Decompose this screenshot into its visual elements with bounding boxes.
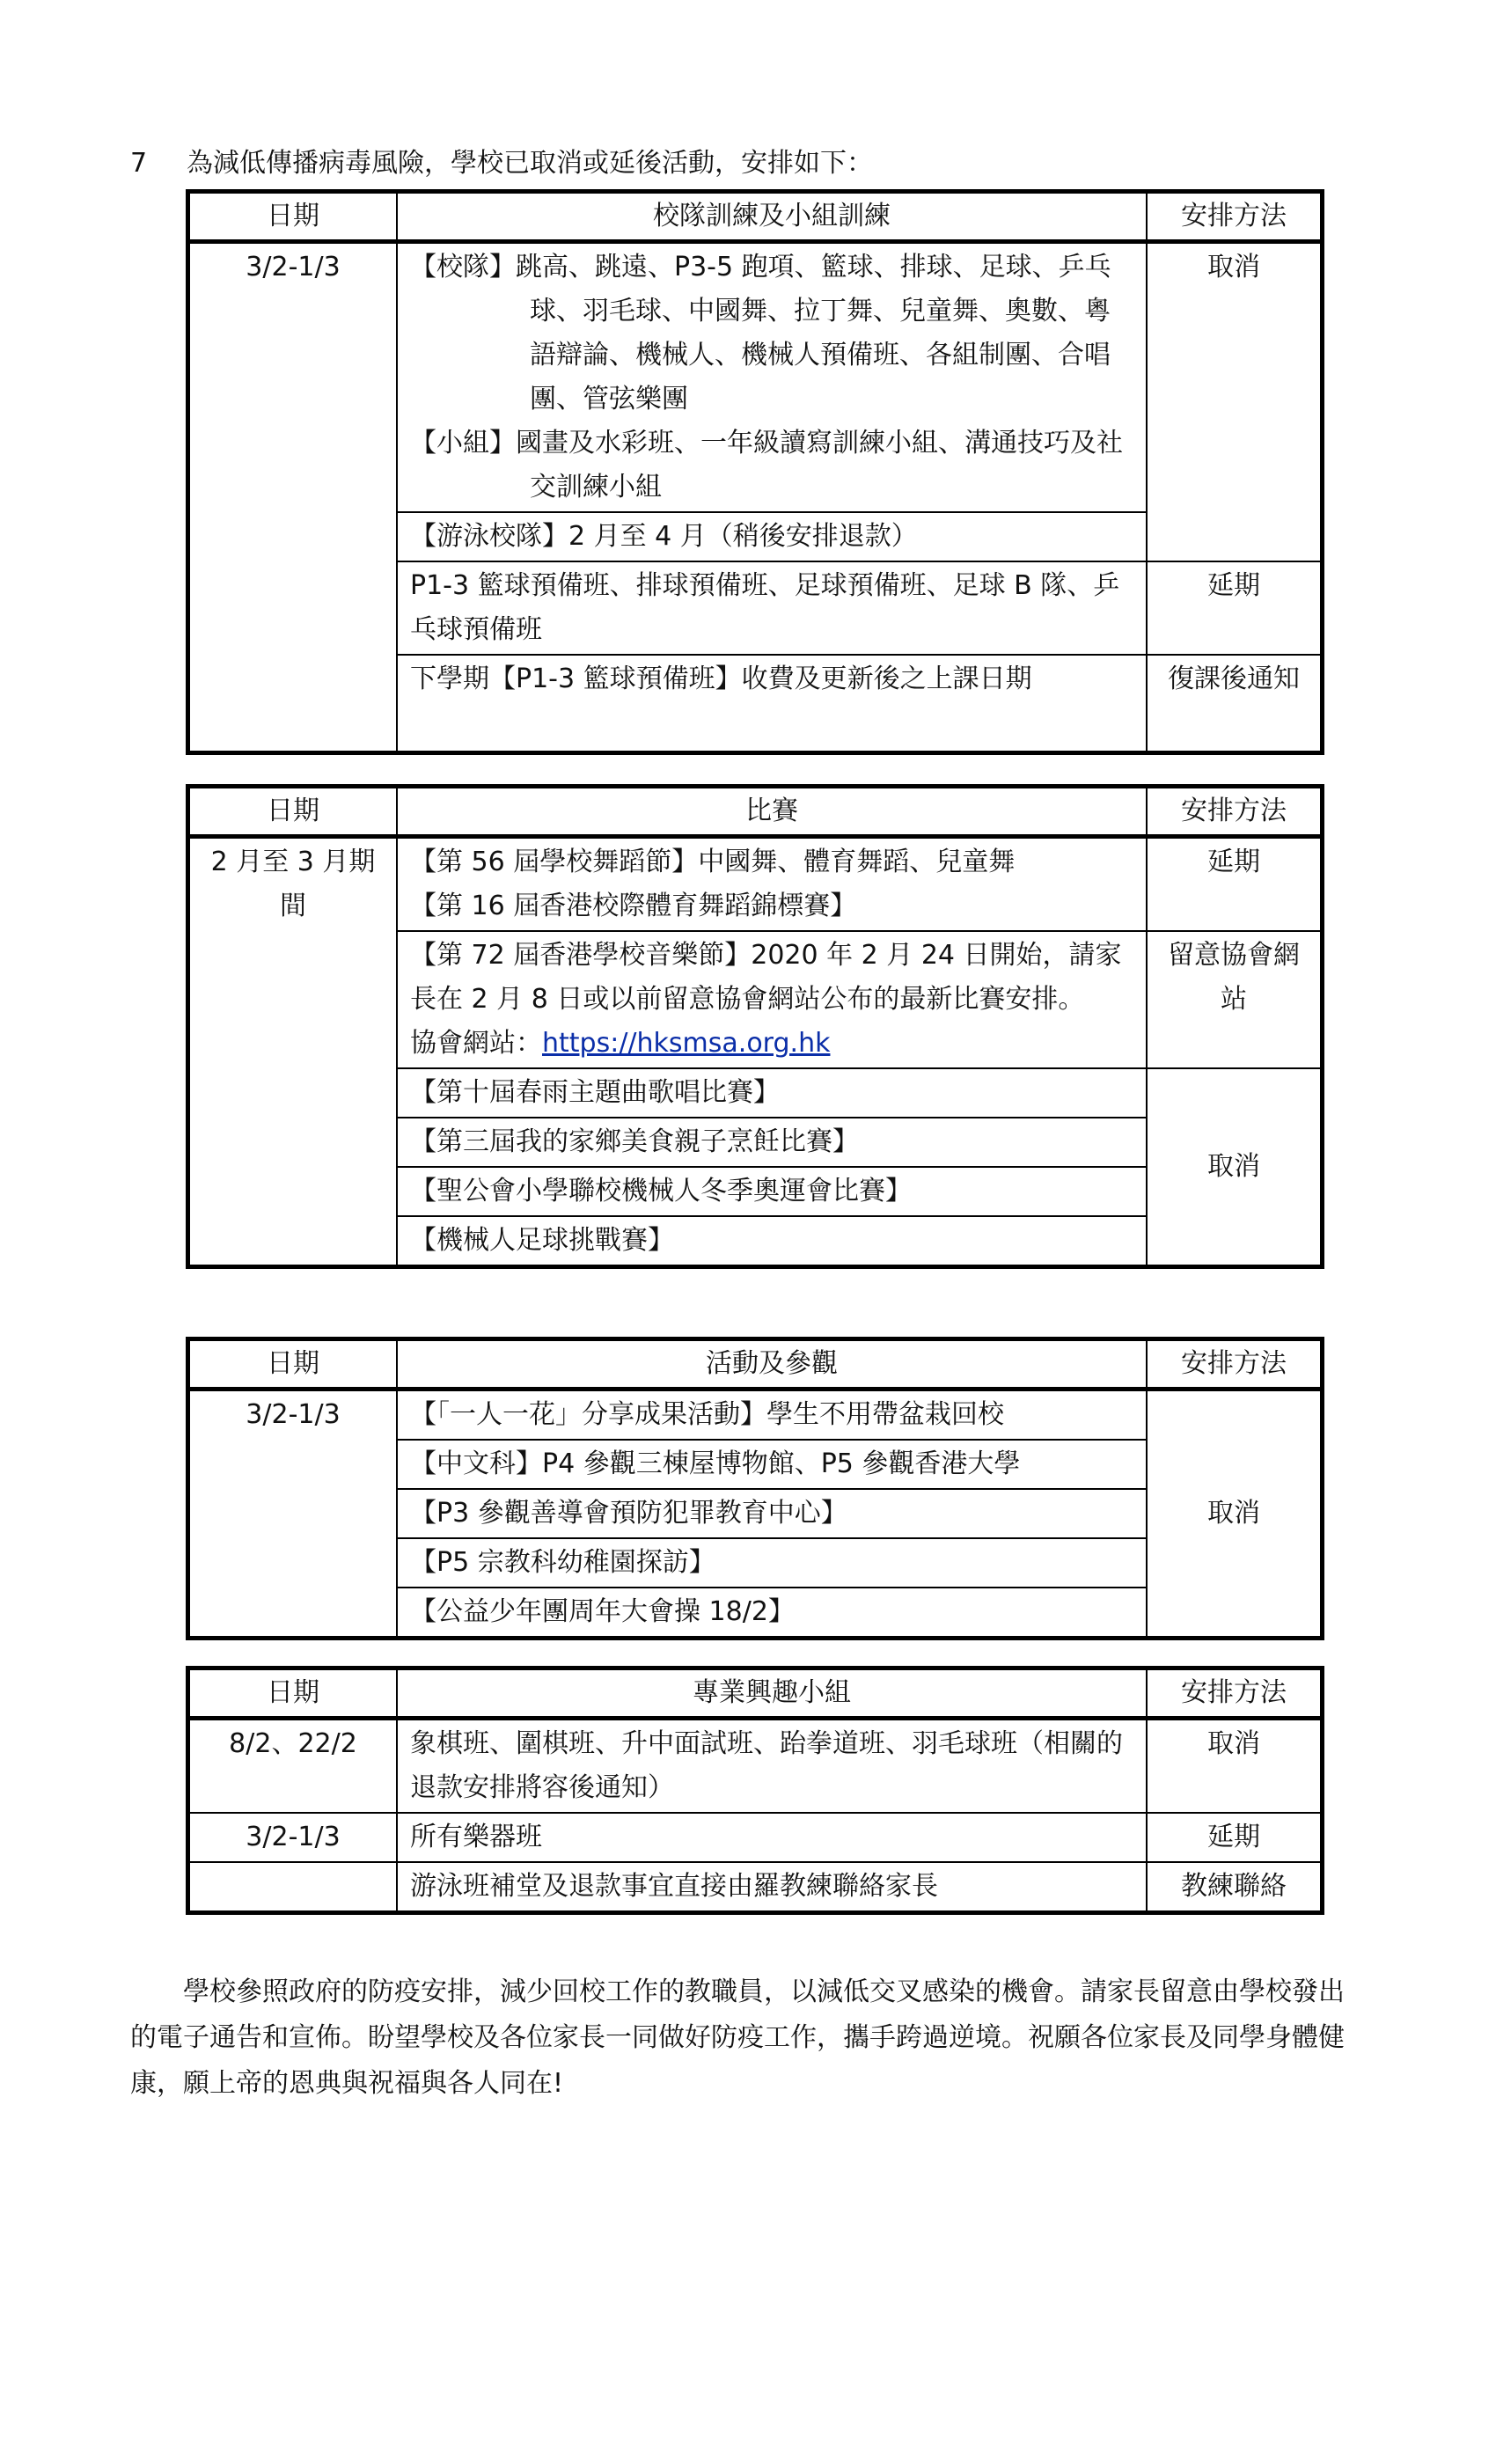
arrangement-cell: 延期 bbox=[1147, 1813, 1321, 1862]
closing-paragraph: 學校參照政府的防疫安排，減少回校工作的教職員，以減低交叉感染的機會。請家長留意由學校發出的電子通告和宣佈。盼望學校及各位家長一同做好防疫工作，攜手跨過逆境。祝願各位家長及同學身體健康，願上帝的恩典與祝福與各人同在! bbox=[130, 1976, 1345, 2099]
row-tag: 【校隊】 bbox=[410, 252, 516, 282]
arrangement-cell: 延期 bbox=[1147, 561, 1321, 655]
arrangement-cell: 取消 bbox=[1147, 1390, 1321, 1638]
link-label: 協會網站： bbox=[410, 1028, 542, 1059]
header-arrangement: 安排方法 bbox=[1147, 1340, 1321, 1390]
row-text: 【第 72 屆香港學校音樂節】2020 年 2 月 24 日開始，請家長在 2 月 8 日或以前留意協會網站公布的最新比賽安排。 bbox=[410, 940, 1122, 1015]
table-row: 游泳班補堂及退款事宜直接由羅教練聯絡家長 bbox=[397, 1862, 1147, 1911]
arrangement-cell: 教練聯絡 bbox=[1147, 1862, 1321, 1911]
group-list bbox=[410, 422, 1133, 510]
table-row bbox=[397, 931, 1147, 1068]
table-row: 所有樂器班 bbox=[397, 1813, 1147, 1862]
table-row bbox=[397, 837, 1147, 932]
arrangement-cell: 延期 bbox=[1147, 837, 1321, 932]
arrangement-cell: 取消 bbox=[1147, 1068, 1321, 1265]
table-row: 【游泳校隊】2 月至 4 月（稍後安排退款） bbox=[397, 512, 1147, 561]
row-text: 跳高、跳遠、P3-5 跑項、籃球、排球、足球、乒乓球、羽毛球、中國舞、拉丁舞、兒童舞、奧數、粵語辯論、機械人、機械人預備班、各組制團、合唱團、管弦樂團 bbox=[516, 252, 1111, 414]
arrangement-cell: 取消 bbox=[1147, 242, 1321, 562]
table-row: 【P5 宗教科幼稚園探訪】 bbox=[397, 1538, 1147, 1588]
table-row: 象棋班、圍棋班、升中面試班、跆拳道班、羽毛球班（相關的退款安排將容後通知） bbox=[397, 1719, 1147, 1814]
header-item: 校隊訓練及小組訓練 bbox=[397, 193, 1147, 242]
arrangement-cell: 取消 bbox=[1147, 1719, 1321, 1814]
table-row: 下學期【P1-3 籃球預備班】收費及更新後之上課日期 bbox=[397, 655, 1147, 752]
table-row: 【第十屆春雨主題曲歌唱比賽】 bbox=[397, 1068, 1147, 1118]
association-website-link[interactable]: https://hksmsa.org.hk bbox=[542, 1028, 831, 1059]
date-cell bbox=[189, 1862, 397, 1911]
activities-table bbox=[188, 1339, 1322, 1638]
row-text: 【第 56 屆學校舞蹈節】中國舞、體育舞蹈、兒童舞 bbox=[410, 847, 1016, 877]
team-list bbox=[410, 246, 1133, 422]
header-date: 日期 bbox=[189, 193, 397, 242]
row-tag: 【小組】 bbox=[410, 428, 516, 458]
link-line bbox=[410, 1022, 1133, 1066]
table-row: 【「一人一花」分享成果活動】學生不用帶盆栽回校 bbox=[397, 1390, 1147, 1441]
interest-groups-table bbox=[188, 1668, 1322, 1912]
date-cell: 3/2-1/3 bbox=[189, 1813, 397, 1862]
table-row: 【聖公會小學聯校機械人冬季奧運會比賽】 bbox=[397, 1167, 1147, 1216]
table-row: P1-3 籃球預備班、排球預備班、足球預備班、足球 B 隊、乒乓球預備班 bbox=[397, 561, 1147, 655]
table-row: 【機械人足球挑戰賽】 bbox=[397, 1216, 1147, 1265]
section-intro bbox=[130, 146, 873, 181]
training-table bbox=[188, 192, 1322, 752]
date-cell: 3/2-1/3 bbox=[189, 242, 397, 752]
table-row: 【P3 參觀善導會預防犯罪教育中心】 bbox=[397, 1489, 1147, 1538]
header-date: 日期 bbox=[189, 1340, 397, 1390]
table-row bbox=[397, 242, 1147, 513]
header-date: 日期 bbox=[189, 1669, 397, 1719]
table-row: 【中文科】P4 參觀三棟屋博物館、P5 參觀香港大學 bbox=[397, 1440, 1147, 1489]
header-item: 比賽 bbox=[397, 788, 1147, 837]
table-row: 【第三屆我的家鄉美食親子烹飪比賽】 bbox=[397, 1118, 1147, 1167]
arrangement-cell: 復課後通知 bbox=[1147, 655, 1321, 752]
row-text: 國畫及水彩班、一年級讀寫訓練小組、溝通技巧及社交訓練小組 bbox=[516, 428, 1123, 502]
date-cell: 3/2-1/3 bbox=[189, 1390, 397, 1638]
header-arrangement: 安排方法 bbox=[1147, 193, 1321, 242]
header-item: 專業興趣小組 bbox=[397, 1669, 1147, 1719]
competition-table bbox=[188, 787, 1322, 1266]
header-date: 日期 bbox=[189, 788, 397, 837]
item-number: 7 bbox=[130, 148, 148, 179]
arrangement-cell: 留意協會網站 bbox=[1147, 931, 1321, 1068]
date-cell: 2 月至 3 月期間 bbox=[189, 837, 397, 1266]
header-arrangement: 安排方法 bbox=[1147, 788, 1321, 837]
table-row: 【公益少年團周年大會操 18/2】 bbox=[397, 1588, 1147, 1637]
row-text: 【第 16 屆香港校際體育舞蹈錦標賽】 bbox=[410, 891, 857, 921]
header-item: 活動及參觀 bbox=[397, 1340, 1147, 1390]
intro-text: 為減低傳播病毒風險，學校已取消或延後活動，安排如下： bbox=[187, 148, 873, 179]
header-arrangement: 安排方法 bbox=[1147, 1669, 1321, 1719]
date-cell: 8/2、22/2 bbox=[189, 1719, 397, 1814]
